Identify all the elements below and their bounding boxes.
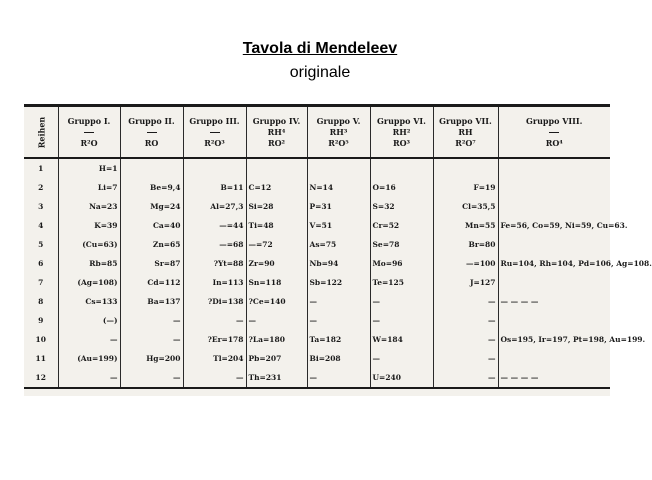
- element-cell: Sb=122: [307, 273, 370, 292]
- element-cell: [246, 158, 307, 178]
- row-number: 5: [38, 240, 44, 249]
- element-cell: S=32: [370, 197, 433, 216]
- element-cell: H=1: [58, 158, 120, 178]
- group-header: Gruppo VI. RH² RO³: [370, 106, 433, 159]
- element-cell: —: [58, 330, 120, 349]
- element-cell: ?La=180: [246, 330, 307, 349]
- table-row: [24, 158, 610, 178]
- element-cell: W=184: [370, 330, 433, 349]
- row-number: 2: [38, 183, 44, 192]
- element-cell: (Ag=108): [58, 273, 120, 292]
- group-header: Gruppo V. RH³ R²O⁵: [307, 106, 370, 159]
- element-cell: ?Er=178: [183, 330, 246, 349]
- table-row: [24, 235, 610, 254]
- mendeleev-table-scan: [24, 104, 652, 396]
- element-cell: —: [307, 311, 370, 330]
- element-cell: Tl=204: [183, 349, 246, 368]
- element-cell: Pb=207: [246, 349, 307, 368]
- group-header: Gruppo III. R²O³: [183, 106, 246, 159]
- table-body: [24, 158, 652, 388]
- element-cell: Se=78: [370, 235, 433, 254]
- element-cell: B=11: [183, 178, 246, 197]
- table-row: [24, 368, 610, 388]
- row-number: 1: [38, 164, 44, 173]
- row-number: 9: [38, 316, 44, 325]
- element-cell: F=19: [433, 178, 498, 197]
- element-cell: (—): [58, 311, 120, 330]
- element-cell: —: [433, 311, 498, 330]
- table-row: [24, 330, 610, 349]
- reihen-header: Reihen: [24, 106, 58, 159]
- element-cell: [498, 178, 610, 197]
- group-header: Gruppo I. R²O: [58, 106, 120, 159]
- element-cell: —: [120, 368, 183, 388]
- element-cell: O=16: [370, 178, 433, 197]
- element-cell: —: [433, 330, 498, 349]
- element-cell: Os=195, Ir=197, Pt=198, Au=199.: [498, 330, 610, 349]
- element-cell: —: [120, 330, 183, 349]
- element-cell: —: [433, 349, 498, 368]
- element-cell: Sn=118: [246, 273, 307, 292]
- table-row: [24, 349, 610, 368]
- element-cell: —: [370, 311, 433, 330]
- row-number: 8: [38, 297, 44, 306]
- row-number: 6: [38, 259, 44, 268]
- page-subtitle: originale: [289, 64, 351, 81]
- element-cell: Te=125: [370, 273, 433, 292]
- element-cell: [498, 273, 610, 292]
- row-number: 7: [38, 278, 44, 287]
- element-cell: [370, 158, 433, 178]
- element-cell: Cr=52: [370, 216, 433, 235]
- element-cell: Be=9,4: [120, 178, 183, 197]
- element-cell: Hg=200: [120, 349, 183, 368]
- element-cell: —: [246, 311, 307, 330]
- element-cell: —: [433, 368, 498, 388]
- element-cell: Th=231: [246, 368, 307, 388]
- element-cell: —: [370, 292, 433, 311]
- element-cell: —=100: [433, 254, 498, 273]
- group-header: Gruppo II. RO: [120, 106, 183, 159]
- element-cell: Cd=112: [120, 273, 183, 292]
- element-cell: K=39: [58, 216, 120, 235]
- row-number: 4: [38, 221, 44, 230]
- element-cell: [498, 158, 610, 178]
- element-cell: —=72: [246, 235, 307, 254]
- group-header: Gruppo IV. RH⁴ RO²: [246, 106, 307, 159]
- row-number: 10: [35, 335, 46, 344]
- group-header: Gruppo VIII. RO⁴: [498, 106, 610, 159]
- element-cell: [498, 235, 610, 254]
- element-cell: [498, 349, 610, 368]
- element-cell: Na=23: [58, 197, 120, 216]
- element-cell: J=127: [433, 273, 498, 292]
- element-cell: Al=27,3: [183, 197, 246, 216]
- element-cell: [498, 311, 610, 330]
- element-cell: ?Yt=88: [183, 254, 246, 273]
- element-cell: Zn=65: [120, 235, 183, 254]
- element-cell: U=240: [370, 368, 433, 388]
- element-cell: Sr=87: [120, 254, 183, 273]
- element-cell: (Au=199): [58, 349, 120, 368]
- element-cell: Bi=208: [307, 349, 370, 368]
- table-row: [24, 254, 610, 273]
- table-row: [24, 216, 610, 235]
- element-cell: ?Di=138: [183, 292, 246, 311]
- element-cell: —: [433, 292, 498, 311]
- row-number: 11: [35, 354, 46, 363]
- element-cell: Ca=40: [120, 216, 183, 235]
- element-cell: —=44: [183, 216, 246, 235]
- element-cell: —: [183, 368, 246, 388]
- element-cell: Mo=96: [370, 254, 433, 273]
- row-number: 3: [38, 202, 44, 211]
- element-cell: [498, 197, 610, 216]
- periodic-table: [24, 104, 652, 389]
- table-row: [24, 292, 610, 311]
- element-cell: Rb=85: [58, 254, 120, 273]
- row-number: 12: [24, 368, 58, 388]
- table-row: [24, 178, 610, 197]
- element-cell: Mn=55: [433, 216, 498, 235]
- element-cell: —: [58, 368, 120, 388]
- element-cell: [433, 158, 498, 178]
- element-cell: Ru=104, Rh=104, Pd=106, Ag=108.: [498, 254, 610, 273]
- element-cell: N=14: [307, 178, 370, 197]
- element-cell: Zr=90: [246, 254, 307, 273]
- element-cell: Nb=94: [307, 254, 370, 273]
- element-cell: Mg=24: [120, 197, 183, 216]
- element-cell: Cl=35,5: [433, 197, 498, 216]
- element-cell: Ba=137: [120, 292, 183, 311]
- element-cell: Ti=48: [246, 216, 307, 235]
- element-cell: [120, 158, 183, 178]
- element-cell: —=68: [183, 235, 246, 254]
- table-row: [24, 311, 610, 330]
- element-cell: (Cu=63): [58, 235, 120, 254]
- element-cell: Ta=182: [307, 330, 370, 349]
- element-cell: In=113: [183, 273, 246, 292]
- element-cell: C=12: [246, 178, 307, 197]
- element-cell: Li=7: [58, 178, 120, 197]
- header-row: [24, 106, 610, 159]
- element-cell: —: [307, 292, 370, 311]
- page-title: Tavola di Mendeleev: [242, 40, 398, 57]
- group-header: Gruppo VII. RH R²O⁷: [433, 106, 498, 159]
- element-cell: —: [183, 311, 246, 330]
- element-cell: Br=80: [433, 235, 498, 254]
- element-cell: — — — —: [498, 368, 610, 388]
- element-cell: As=75: [307, 235, 370, 254]
- table-row: [24, 197, 610, 216]
- element-cell: Si=28: [246, 197, 307, 216]
- element-cell: V=51: [307, 216, 370, 235]
- element-cell: —: [120, 311, 183, 330]
- element-cell: [183, 158, 246, 178]
- element-cell: —: [370, 349, 433, 368]
- table-row: [24, 273, 610, 292]
- element-cell: ?Ce=140: [246, 292, 307, 311]
- element-cell: — — — —: [498, 292, 610, 311]
- element-cell: Fe=56, Co=59, Ni=59, Cu=63.: [498, 216, 610, 235]
- element-cell: [307, 158, 370, 178]
- element-cell: Cs=133: [58, 292, 120, 311]
- element-cell: P=31: [307, 197, 370, 216]
- element-cell: —: [307, 368, 370, 388]
